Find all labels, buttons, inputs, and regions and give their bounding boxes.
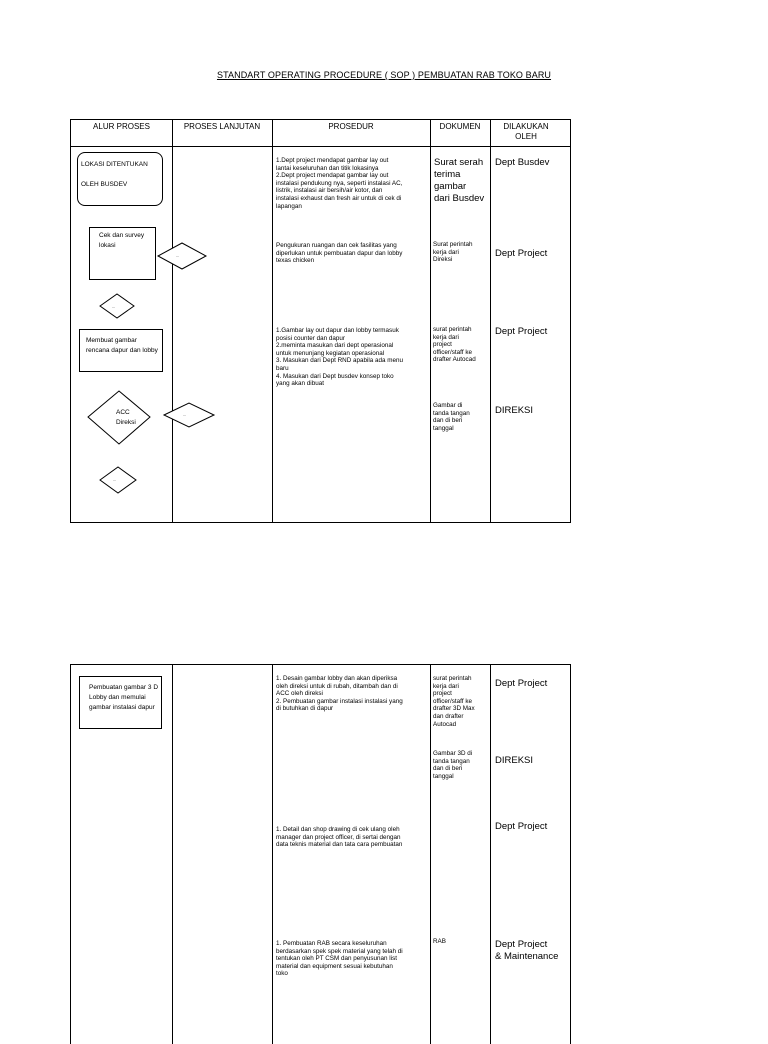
dokumen-text: Surat perintah kerja dari Direksi — [433, 241, 473, 264]
diamond-dots: ... — [176, 253, 180, 258]
header-divider — [71, 146, 570, 147]
header-dilakukan-oleh: DILAKUKAN OLEH — [503, 122, 549, 141]
dokumen-text: Gambar 3D di tanda tangan dan di beri tanggal — [433, 750, 473, 780]
flow-box-lokasi-label: LOKASI DITENTUKAN OLEH BUSDEV — [81, 161, 148, 188]
dokumen-text: surat perintah kerja dari project officer/staff ke drafter Autocad — [433, 326, 476, 364]
decision-diamond-small — [100, 466, 136, 494]
flow-box-gambar-3d-label: Pembuatan gambar 3 D Lobby dan memulai gambar instalasi dapur — [89, 684, 159, 711]
document-title: STANDART OPERATING PROCEDURE ( SOP ) PEMBUATAN RAB TOKO BARU — [216, 70, 552, 80]
header-proses-lanjutan: PROSES LANJUTAN — [183, 122, 261, 131]
decision-acc-direksi-label: ACC Direksi — [116, 409, 136, 426]
flow-box-membuat-gambar-label: Membuat gambar rencana dapur dan lobby — [86, 337, 158, 354]
prosedur-text: Pengukuran ruangan dan cek fasilitas yang diperlukan untuk pembuatan dapur dan lobby texas chicken — [276, 242, 403, 265]
dilakukan-oleh-text: Dept Project — [495, 248, 548, 259]
diamond-dots: ... — [113, 477, 117, 482]
dilakukan-oleh-text: Dept Project & Maintenance — [495, 939, 559, 962]
decision-diamond-small — [100, 293, 134, 319]
prosedur-text: 1.Dept project mendapat gambar lay out lantai keseluruhan dan titik lokasinya 2.Dept project mendapat gambar lay out instalasi pendukung nya, seperti instalasi AC, listrik, instalasi air bersih/air kotor, dan instalasi exhaust dan fresh air untuk di cek di lapangan — [276, 157, 403, 210]
decision-diamond-small — [164, 402, 214, 428]
prosedur-text: 1.Gambar lay out dapur dan lobby termasuk posisi counter dan dapur 2.meminta masukan dari dept operasional untuk menunjang kegiatan operasional 3. Masukan dari Dept RND apabila ada menu baru 4. Masukan dari Dept busdev konsep toko yang akan dibuat — [276, 327, 404, 388]
dokumen-text: Surat serah terima gambar dari Busdev — [434, 157, 485, 204]
prosedur-text: 1. Detail dan shop drawing di cek ulang oleh manager dan project officer, di sertai dengan data teknis material dan tata cara pembuatan — [276, 826, 403, 849]
dilakukan-oleh-text: DIREKSI — [495, 405, 534, 416]
dilakukan-oleh-text: Dept Project — [495, 821, 548, 832]
dokumen-text: Gambar di tanda tangan dan di beri tanggal — [433, 402, 470, 432]
diamond-dots: ... — [183, 412, 187, 417]
prosedur-text: 1. Desain gambar lobby dan akan diperiksa oleh direksi untuk di rubah, ditambah dan di ACC oleh direksi 2. Pembuatan gambar instalasi instalasi yang di butuhkan di dapur — [276, 675, 403, 713]
column-divider — [272, 120, 273, 522]
column-divider — [430, 665, 431, 1044]
column-divider — [272, 665, 273, 1044]
header-alur-proses: ALUR PROSES — [93, 122, 150, 131]
header-prosedur: PROSEDUR — [328, 122, 374, 131]
flow-box-cek-survey-label: Cek dan survey lokasi — [99, 232, 145, 249]
diamond-dots: ... — [112, 304, 116, 309]
dilakukan-oleh-text: Dept Busdev — [495, 157, 550, 168]
column-divider — [172, 120, 173, 522]
column-divider — [172, 665, 173, 1044]
header-dokumen: DOKUMEN — [439, 122, 481, 131]
decision-diamond-small — [158, 242, 206, 270]
dilakukan-oleh-text: Dept Project — [495, 326, 548, 337]
prosedur-text: 1. Pembuatan RAB secara keseluruhan berdasarkan spek spek material yang telah di tentukan oleh PT CSM dan penyusunan list material dan equipment sesuai kebutuhan toko — [276, 940, 403, 978]
dokumen-text: RAB — [433, 938, 446, 945]
dilakukan-oleh-text: Dept Project — [495, 678, 548, 689]
dilakukan-oleh-text: DIREKSI — [495, 755, 534, 766]
dokumen-text: surat perintah kerja dari project officer/staff ke drafter 3D Max dan drafter Autocad — [433, 675, 475, 728]
